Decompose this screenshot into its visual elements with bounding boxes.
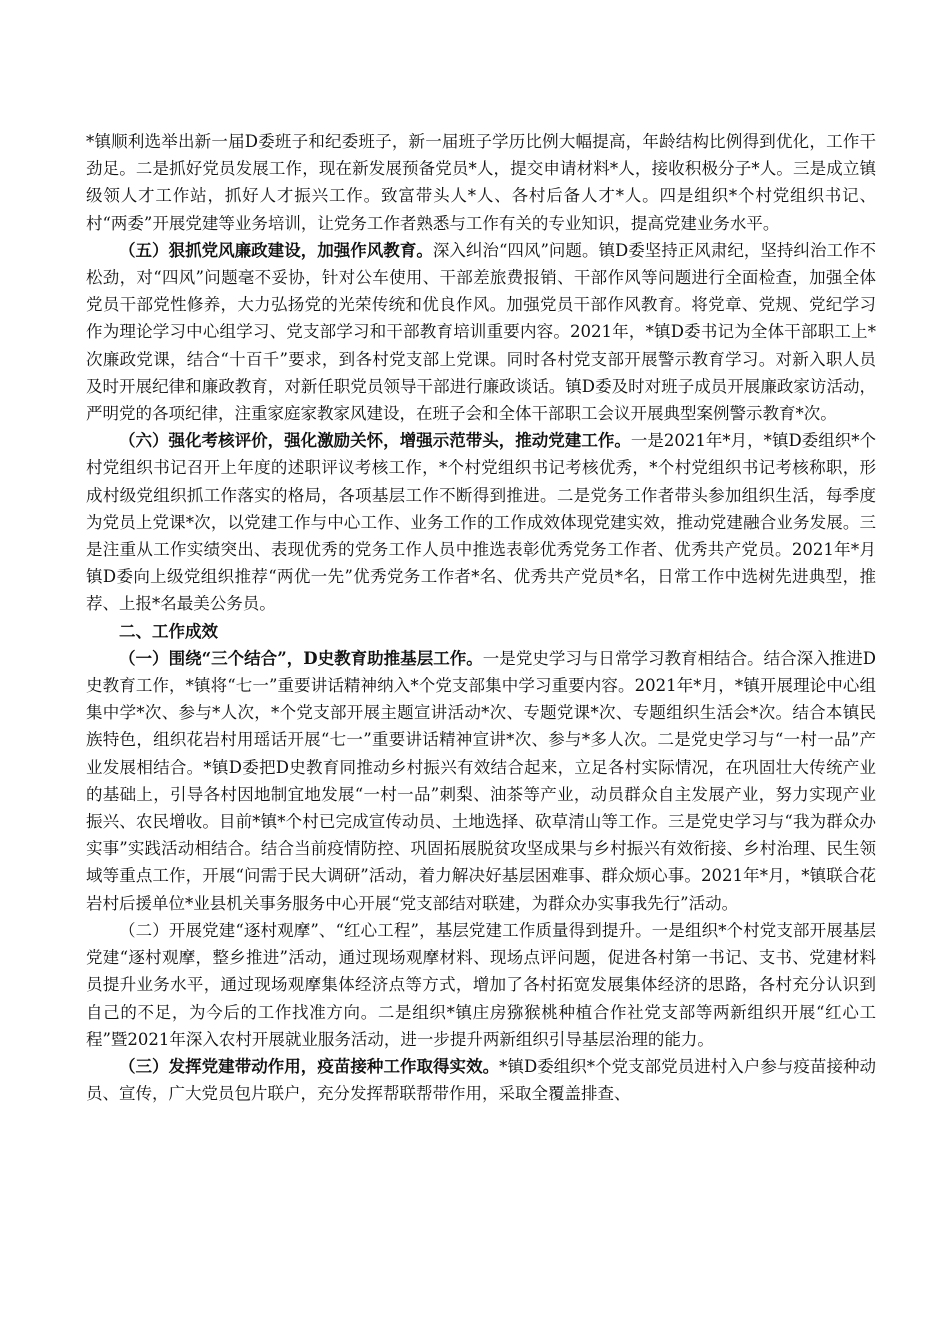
paragraph-lead: （五）狠抓党风廉政建设，加强作风教育。 — [119, 240, 433, 260]
paragraph-continuation — [86, 128, 876, 237]
paragraph-result-2 — [86, 917, 876, 1053]
paragraph-text: *镇D委组织*个党支部党员进村入户参与疫苗接种动员、宣传，广大党员包片联户，充分发挥帮联帮带作用，采取全覆盖排查、 — [86, 1056, 877, 1104]
paragraph-lead: （三）发挥党建带动作用，疫苗接种工作取得实效。 — [119, 1056, 500, 1076]
paragraph-section-6 — [86, 427, 876, 617]
document-body — [86, 128, 876, 1107]
paragraph-lead: （六）强化考核评价，强化激励关怀，增强示范带头，推动党建工作。 — [119, 431, 631, 451]
paragraph-section-5 — [86, 237, 876, 427]
paragraph-text: （二）开展党建“逐村观摩”、“红心工程”，基层党建工作质量得到提升。一是组织*个村党支部开展基层党建“逐村观摩，整乡推进”活动，通过现场观摩材料、现场点评问题，促进各村第一书记、支书、党建材料员提升业务水平，通过现场观摩集体经济点等方式，增加了各村拓宽发展集体经济的思路，各村充分认识到自己的不足，为今后的工作找准方向。二是组织*镇庄房猕猴桃种植合作社党支部等两新组织开展“红心工程”暨2021年深入农村开展就业服务活动，进一步提升两新组织引导基层治理的能力。 — [86, 920, 876, 1049]
paragraph-text: 一是2021年*月，*镇D委组织*个村党组织书记召开上年度的述职评议考核工作，*个村党组织书记考核优秀，*个村党组织书记考核称职，形成村级党组织抓工作落实的格局，各项基层工作不断得到推进。二是党务工作者带头参加组织生活，每季度为党员上党课*次，以党建工作与中心工作、业务工作的工作成效体现党建实效，推动党建融合业务发展。三是注重从工作实绩突出、表现优秀的党务工作人员中推选表彰优秀党务工作者、优秀共产党员。2021年*月镇D委向上级党组织推荐“两优一先”优秀党务工作者*名、优秀共产党员*名，日常工作中选树先进典型，推荐、上报*名最美公务员。 — [86, 431, 876, 614]
paragraph-text: 深入纠治“四风”问题。镇D委坚持正风肃纪，坚持纠治工作不松劲，对“四风”问题毫不妥协，针对公车使用、干部差旅费报销、干部作风等问题进行全面检查，加强全体党员干部党性修养，大力弘扬党的光荣传统和优良作风。加强党员干部作风教育。将党章、党规、党纪学习作为理论学习中心组学习、党支部学习和干部教育培训重要内容。2021年，*镇D委书记为全体干部职工上*次廉政党课，结合“十百千”要求，到各村党支部上党课。同时各村党支部开展警示教育学习。对新入职人员及时开展纪律和廉政教育，对新任职党员领导干部进行廉政谈话。镇D委及时对班子成员开展廉政家访活动，严明党的各项纪律，注重家庭家教家风建设，在班子会和全体干部职工会议开展典型案例警示教育*次。 — [86, 240, 876, 424]
paragraph-text: *镇顺利选举出新一届D委班子和纪委班子，新一届班子学历比例大幅提高，年龄结构比例得到优化，工作干劲足。二是抓好党员发展工作，现在新发展预备党员*人，提交申请材料*人，接收积极分子*人。三是成立镇级领人才工作站，抓好人才振兴工作。致富带头人*人、各村后备人才*人。四是组织*个村党组织书记、村“两委”开展党建等业务培训，让党务工作者熟悉与工作有关的专业知识，提高党建业务水平。 — [86, 132, 876, 233]
paragraph-result-3 — [86, 1053, 876, 1107]
paragraph-result-1 — [86, 645, 876, 917]
section-heading-work-results: 二、工作成效 — [119, 621, 218, 641]
paragraph-text: 一是党史学习与日常学习教育相结合。结合深入推进D史教育工作，*镇将“七一”重要讲话精神纳入*个党支部集中学习重要内容。2021年*月，*镇开展理论中心组集中学*次、参与*人次，*个党支部开展主题宣讲活动*次、专题党课*次、专题组织生活会*次。结合本镇民族特色，组织花岩村用瑶话开展“七一”重要讲话精神宣讲*次、参与*多人次。二是党史学习与“一村一品”产业发展相结合。*镇D委把D史教育同推动乡村振兴有效结合起来，立足各村实际情况，在巩固壮大传统产业的基础上，引导各村因地制宜地发展“一村一品”刺梨、油茶等产业，动员群众自主发展产业，努力实现产业振兴、农民增收。目前*镇*个村已完成宣传动员、土地选择、砍草清山等工作。三是党史学习与“我为群众办实事”实践活动相结合。结合当前疫情防控、巩固拓展脱贫攻坚成果与乡村振兴有效衔接、乡村治理、民生领域等重点工作，开展“问需于民大调研”活动，着力解决好基层困难事、群众烦心事。2021年*月，*镇联合花岩村后援单位*业县机关事务服务中心开展“党支部结对联建，为群众办实事我先行”活动。 — [86, 648, 876, 913]
paragraph-lead: （一）围绕“三个结合”，D史教育助推基层工作。 — [119, 648, 483, 668]
